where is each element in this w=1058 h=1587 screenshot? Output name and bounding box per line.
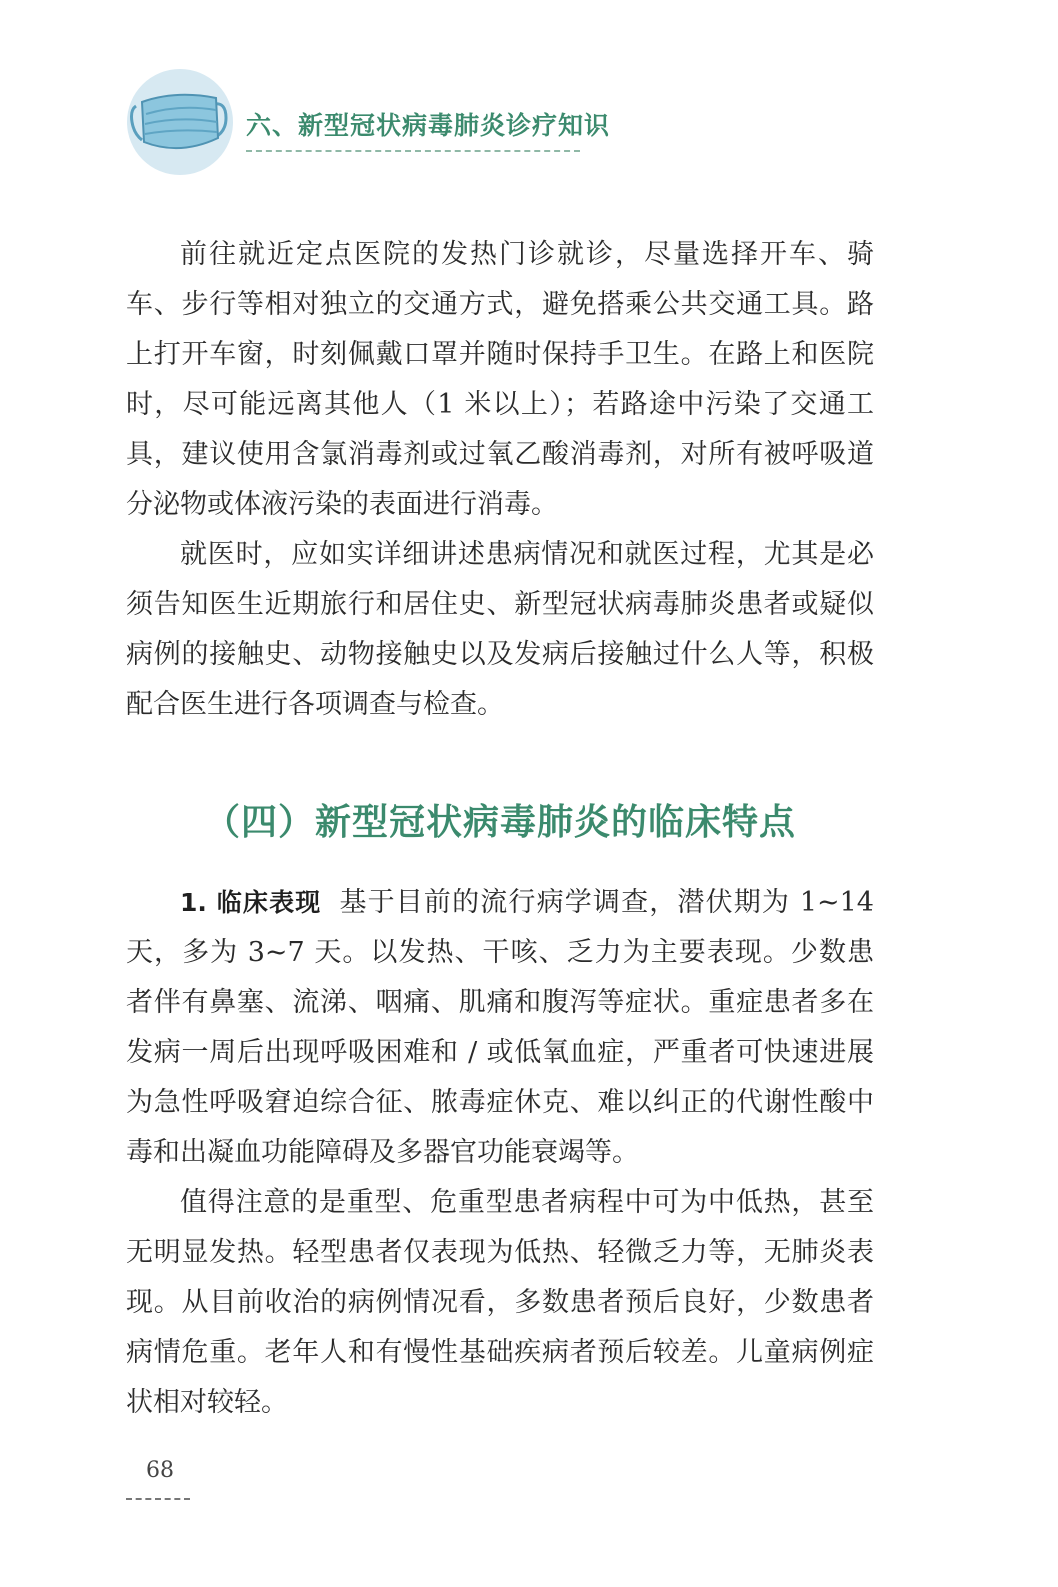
intro-text [126,230,874,730]
face-mask-icon [126,68,234,176]
paragraph: 值得注意的是重型、危重型患者病程中可为中低热，甚至无明显发热。轻型患者仅表现为低热、轻微乏力等，无肺炎表现。从目前收治的病例情况看，多数患者预后良好，少数患者病情危重。老年人和有慢性基础疾病者预后较差。儿童病例症状相对较轻。 [126,1187,874,1418]
subsection-text: 基于目前的流行病学调查，潜伏期为 1~14 天，多为 3~7 天。以发热、干咳、乏力为主要表现。少数患者伴有鼻塞、流涕、咽痛、肌痛和腹泻等症状。重症患者多在发病一周后出现呼吸困难和 / 或低氧血症，严重者可快速进展为急性呼吸窘迫综合征、脓毒症休克、难以纠正的代谢性酸中毒和出凝血功能障碍及多器官功能衰竭等。 [126,887,874,1168]
paragraph: 前往就近定点医院的发热门诊就诊，尽量选择开车、骑车、步行等相对独立的交通方式，避免搭乘公共交通工具。路上打开车窗，时刻佩戴口罩并随时保持手卫生。在路上和医院时，尽可能远离其他人（1 米以上）；若路途中污染了交通工具，建议使用含氯消毒剂或过氧乙酸消毒剂，对所有被呼吸道分泌物或体液污染的表面进行消毒。 [126,239,874,520]
paragraph: 就医时，应如实详细讲述患病情况和就医过程，尤其是必须告知医生近期旅行和居住史、新型冠状病毒肺炎患者或疑似病例的接触史、动物接触史以及发病后接触过什么人等，积极配合医生进行各项调查与检查。 [126,539,874,720]
subsection-label: 1. 临床表现 [180,888,322,917]
page-number: 68 [146,1458,174,1483]
clinical-text [126,878,874,1428]
header-divider [246,150,580,152]
chapter-title: 六、新型冠状病毒肺炎诊疗知识 [246,111,611,140]
footer-divider [126,1498,190,1500]
section-heading: （四）新型冠状病毒肺炎的临床特点 [203,801,796,843]
paragraph [126,878,874,1178]
